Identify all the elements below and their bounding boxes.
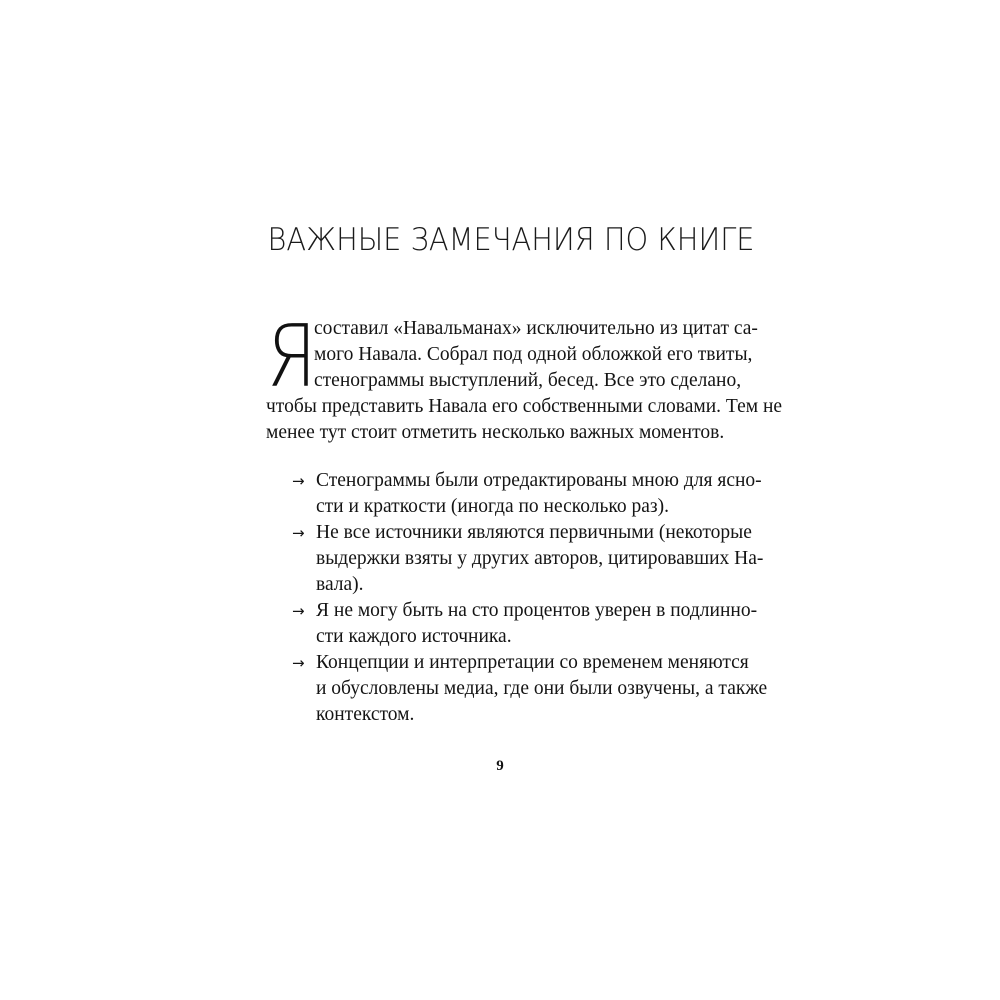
list-item-line: вала). (316, 574, 364, 595)
arrow-right-icon: → (292, 602, 305, 620)
intro-line: чтобы представить Навала его собственными словами. Тем не (266, 396, 783, 417)
list-item (266, 598, 758, 650)
arrow-right-icon: → (292, 524, 305, 542)
body-text (266, 307, 783, 725)
intro-line: стенограммы выступлений, бесед. Все это сделано, (314, 370, 742, 391)
list-item-line: и обусловлены медиа, где они были озвучены, а также (316, 678, 768, 699)
list-item-line: контекстом. (316, 704, 415, 725)
chapter-title: ВАЖНЫЕ ЗАМЕЧАНИЯ ПО КНИГЕ (267, 222, 755, 258)
list-item (266, 520, 764, 598)
intro-line: менее тут стоит отметить несколько важных моментов. (266, 422, 725, 443)
drop-cap: Я (266, 307, 317, 407)
intro-paragraph (266, 307, 783, 446)
list-item-line: Не все источники являются первичными (некоторые (316, 522, 752, 543)
intro-line: составил «Навальманах» исключительно из цитат са- (314, 318, 758, 339)
list-item (266, 468, 762, 520)
list-item-line: Концепции и интерпретации со временем меняются (316, 652, 749, 673)
list-item-line: сти и краткости (иногда по несколько раз). (316, 496, 669, 517)
arrow-right-icon: → (292, 472, 305, 490)
intro-line: мого Навала. Собрал под одной обложкой его твиты, (314, 344, 753, 365)
list-item-line: Я не могу быть на сто процентов уверен в подлинно- (316, 600, 758, 621)
notes-list (266, 468, 768, 728)
list-item (266, 650, 768, 728)
list-item-line: Стенограммы были отредактированы мною для ясно- (316, 470, 762, 491)
list-item-line: сти каждого источника. (316, 626, 512, 647)
page-number: 9 (496, 758, 504, 774)
list-item-line: выдержки взяты у других авторов, цитировавших На- (316, 548, 764, 569)
arrow-right-icon: → (292, 654, 305, 672)
